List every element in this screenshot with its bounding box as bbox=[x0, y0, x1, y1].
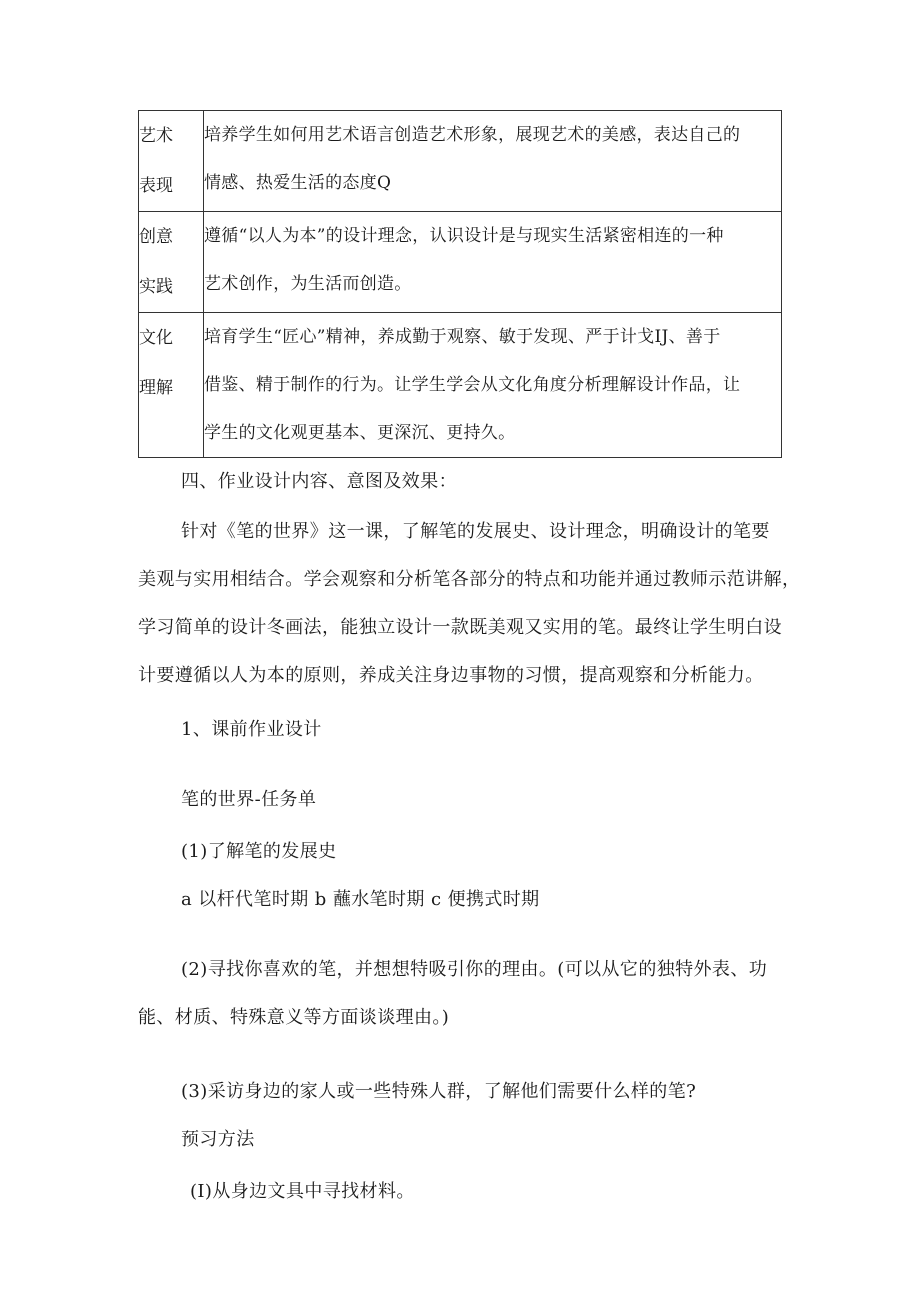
table-row bbox=[139, 313, 782, 458]
task-title: 笔的世界-任务单 bbox=[181, 789, 317, 810]
intro-line: 计要遵循以人为本的原则，养成关注身边事物的习惯，提高观察和分析能力。 bbox=[138, 665, 764, 686]
row-label: 文化 理解 bbox=[139, 313, 204, 458]
sub-heading: 1、课前作业设计 bbox=[181, 719, 322, 740]
row-label: 艺术 表现 bbox=[139, 111, 204, 212]
intro-line: 美观与实用相结合。学会观察和分析笔各部分的特点和功能并通过教师示范讲解， bbox=[138, 569, 801, 590]
intro-paragraph bbox=[138, 508, 801, 700]
preview-title: 预习方法 bbox=[181, 1129, 255, 1150]
core-literacy-table bbox=[138, 110, 782, 458]
table-row bbox=[139, 212, 782, 313]
row-content: 培养学生如何用艺术语言创造艺术形象，展现艺术的美感，表达自己的 情感、热爱生活的态度Q bbox=[204, 111, 782, 212]
preview-item-1: (I)从身边文具中寻找材料。 bbox=[190, 1181, 415, 1202]
task-item-2 bbox=[138, 946, 786, 1042]
row-label: 创意 实践 bbox=[139, 212, 204, 313]
task-item-3: (3)采访身边的家人或一些特殊人群，了解他们需要什么样的笔? bbox=[181, 1081, 697, 1102]
intro-line: 针对《笔的世界》这一课，了解笔的发展史、设计理念，明确设计的笔要 bbox=[181, 521, 770, 542]
row-content: 遵循“以人为本”的设计理念，认识设计是与现实生活紧密相连的一种 艺术创作，为生活而创造。 bbox=[204, 212, 782, 313]
task-item-2-line: (2)寻找你喜欢的笔，并想想特吸引你的理由。(可以从它的独特外表、功 bbox=[181, 959, 768, 980]
section-heading: 四、作业设计内容、意图及效果： bbox=[181, 471, 457, 492]
table-row bbox=[139, 111, 782, 212]
task-item-2-line: 能、材质、特殊意义等方面谈谈理由。) bbox=[138, 1007, 450, 1028]
row-content: 培育学生“匠心”精神，养成勤于观察、敏于发现、严于计戈IJ、善于 借鉴、精于制作的行为。让学生学会从文化角度分析理解设计作品，让 学生的文化观更基本、更深沉、更持久。 bbox=[204, 313, 782, 458]
task-item-1-periods: a 以杆代笔时期 b 蘸水笔时期 c 便携式时期 bbox=[181, 889, 540, 910]
intro-line: 学习简单的设计冬画法，能独立设计一款既美观又实用的笔。最终让学生明白设 bbox=[138, 617, 782, 638]
task-item-1: (1)了解笔的发展史 bbox=[181, 841, 337, 862]
